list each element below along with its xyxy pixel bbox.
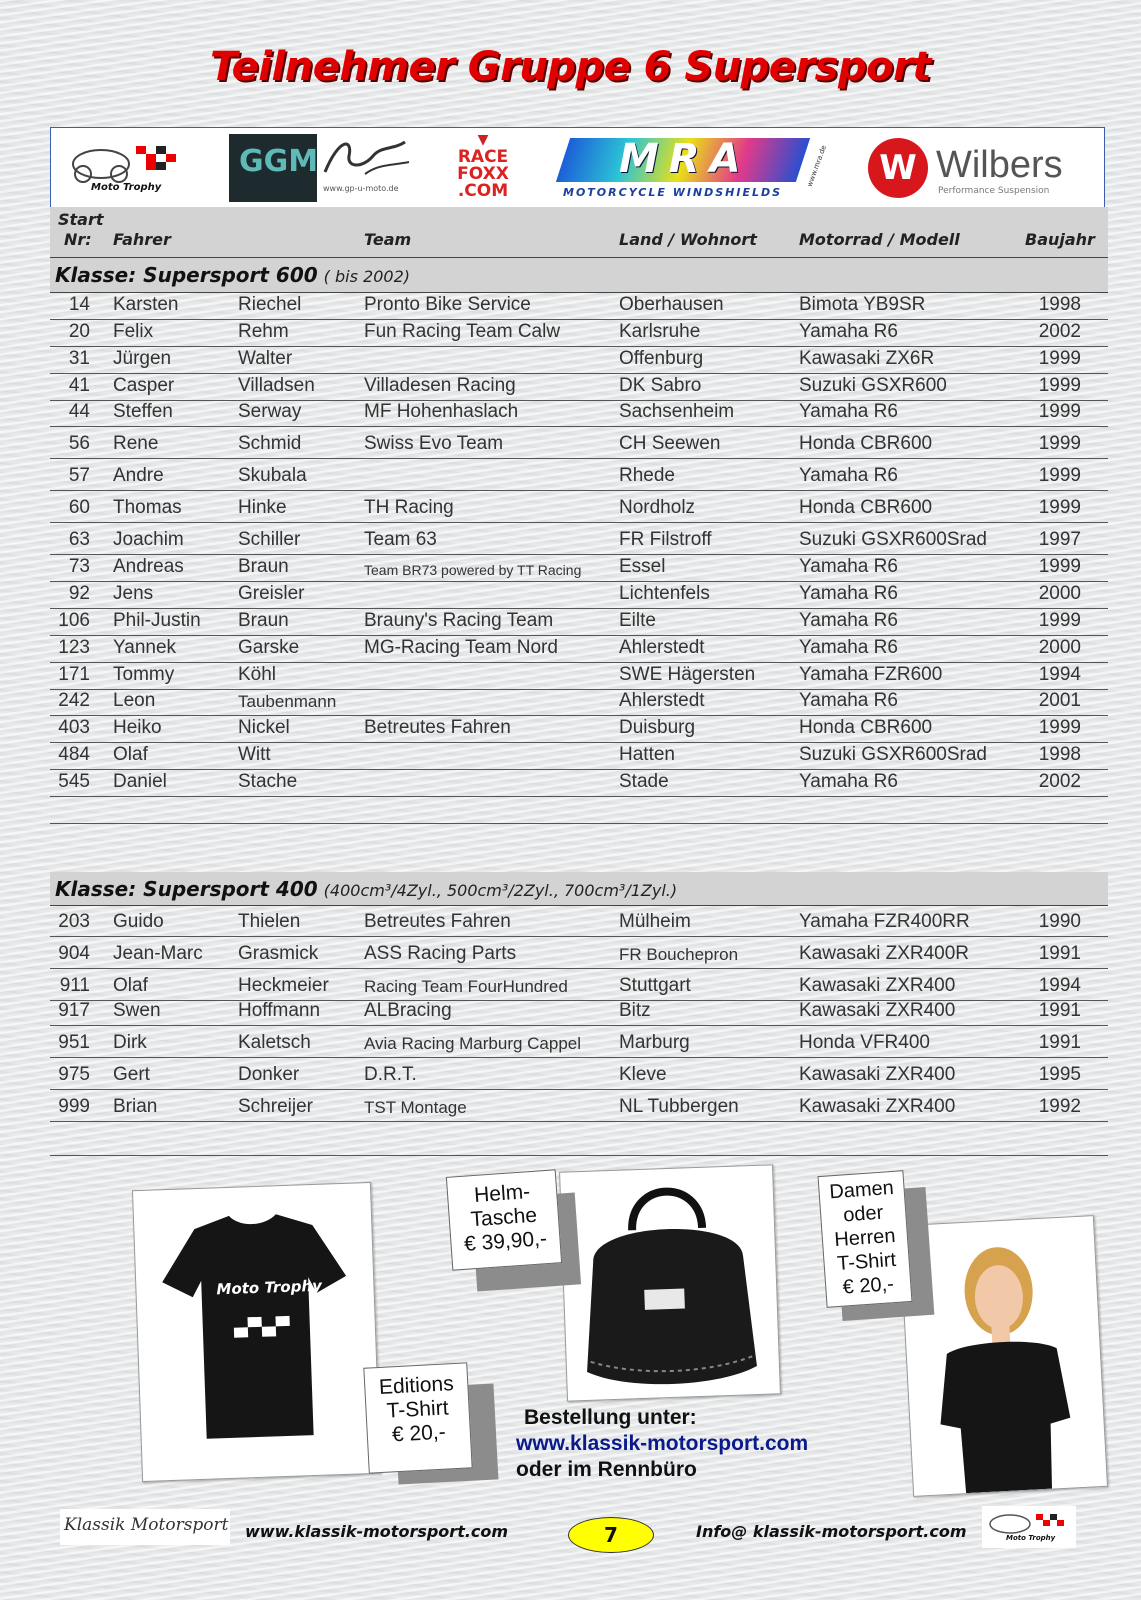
team-name: Betreutes Fahren	[364, 911, 511, 932]
order-line1: Bestellung unter:	[524, 1406, 697, 1429]
team-name: Pronto Bike Service	[364, 294, 531, 315]
rider-last-name: Rehm	[238, 321, 289, 342]
build-year: 2000	[1038, 583, 1081, 604]
country-city: Ahlerstedt	[619, 637, 705, 658]
model-tshirt-image	[900, 1216, 1107, 1496]
team-name: Avia Racing Marburg Cappel	[364, 1034, 582, 1053]
rider-last-name: Hinke	[238, 497, 287, 518]
build-year: 1994	[1038, 975, 1081, 996]
table-row	[50, 426, 1108, 459]
rider-last-name: Braun	[238, 610, 289, 631]
table-row	[50, 581, 1108, 609]
build-year: 1995	[1038, 1064, 1081, 1085]
bike-model: Yamaha R6	[799, 637, 898, 658]
rider-last-name: Villadsen	[238, 375, 315, 396]
bike-model: Kawasaki ZXR400	[799, 1096, 956, 1117]
header-land: Land / Wohnort	[619, 230, 757, 249]
team-name: ASS Racing Parts	[364, 943, 517, 964]
country-city: Nordholz	[619, 497, 696, 518]
build-year: 1990	[1038, 911, 1081, 932]
wilbers-w-icon: W	[868, 138, 928, 198]
rider-last-name: Braun	[238, 556, 289, 577]
helm-tag-line1: Helm-	[473, 1180, 531, 1207]
rider-first-name: Thomas	[113, 497, 182, 518]
build-year: 2002	[1038, 771, 1081, 792]
damen-tag-line2: oder	[842, 1201, 884, 1227]
bike-model: Kawasaki ZXR400	[799, 1064, 956, 1085]
rider-last-name: Donker	[238, 1064, 300, 1085]
rider-last-name: Witt	[238, 744, 271, 765]
rider-first-name: Karsten	[113, 294, 179, 315]
class1-sub: ( bis 2002)	[323, 267, 410, 286]
country-city: Hatten	[619, 744, 675, 765]
rider-first-name: Heiko	[113, 717, 162, 738]
damen-tag-line4: T-Shirt	[836, 1248, 897, 1275]
page-title: Teilnehmer Gruppe 6 Supersport	[210, 44, 931, 90]
racefoxx-line3: .COM	[457, 181, 509, 201]
bike-model: Kawasaki ZXR400	[799, 1000, 956, 1021]
team-name: Racing Team FourHundred	[364, 977, 568, 996]
class-bar-supersport-400	[50, 872, 1108, 906]
rider-first-name: Felix	[113, 321, 154, 342]
table-row	[50, 715, 1108, 743]
start-number: 911	[59, 975, 90, 996]
bike-model: Yamaha R6	[799, 610, 898, 631]
racefoxx-line2: FOXX	[457, 164, 509, 184]
class1-label: Klasse: Supersport 600	[55, 263, 318, 287]
table-row	[50, 689, 1108, 716]
helmet-bag-photo	[559, 1164, 781, 1401]
start-number: 545	[58, 771, 90, 792]
order-line3: oder im Rennbüro	[516, 1458, 697, 1481]
rider-first-name: Jean-Marc	[113, 943, 203, 964]
rider-last-name: Kaletsch	[238, 1032, 311, 1053]
build-year: 1999	[1038, 465, 1081, 486]
start-number: 60	[68, 497, 90, 518]
table-row	[50, 400, 1108, 427]
rider-last-name: Skubala	[238, 465, 307, 486]
table-row	[50, 905, 1108, 937]
bike-model: Honda VFR400	[799, 1032, 930, 1053]
build-year: 1999	[1038, 717, 1081, 738]
header-start: Start	[58, 210, 104, 229]
build-year: 1999	[1038, 610, 1081, 631]
build-year: 1997	[1038, 529, 1081, 550]
rider-last-name: Köhl	[238, 664, 277, 685]
table-row	[50, 1000, 1108, 1026]
table-row	[50, 373, 1108, 401]
country-city: Karlsruhe	[619, 321, 701, 342]
rider-first-name: Guido	[113, 911, 164, 932]
tshirt-print-text: Moto Trophy	[216, 1276, 323, 1299]
rider-first-name: Steffen	[113, 401, 173, 422]
start-number: 73	[68, 556, 90, 577]
table-row	[50, 1089, 1108, 1122]
table-row	[50, 635, 1108, 663]
rider-last-name: Serway	[238, 401, 302, 422]
country-city: FR Bouchepron	[619, 945, 739, 964]
table-row	[50, 458, 1108, 491]
country-city: Offenburg	[619, 348, 704, 369]
country-city: SWE Hägersten	[619, 664, 756, 685]
empty-row	[50, 797, 1108, 824]
table-row	[50, 1057, 1108, 1090]
rider-first-name: Casper	[113, 375, 175, 396]
damen-tshirt-tag	[818, 1170, 913, 1308]
team-name: MF Hohenhaslach	[364, 401, 519, 422]
build-year: 2000	[1038, 637, 1081, 658]
mra-url-text: www.mra.de	[805, 144, 829, 188]
editions-tshirt-tag	[363, 1362, 472, 1473]
build-year: 1999	[1038, 348, 1081, 369]
team-name: Fun Racing Team Calw	[364, 321, 561, 342]
country-city: FR Filstroff	[619, 529, 712, 550]
team-name: D.R.T.	[364, 1064, 417, 1085]
team-name: MG-Racing Team Nord	[364, 637, 558, 658]
table-row	[50, 1025, 1108, 1058]
start-number: 41	[68, 375, 90, 396]
rider-first-name: Daniel	[113, 771, 167, 792]
bike-model: Yamaha R6	[799, 321, 898, 342]
rider-last-name: Schiller	[238, 529, 301, 550]
team-name: TST Montage	[364, 1098, 467, 1117]
helm-tag-line3: € 39,90,-	[463, 1227, 548, 1256]
rider-last-name: Grasmick	[238, 943, 319, 964]
build-year: 1999	[1038, 375, 1081, 396]
table-row	[50, 769, 1108, 797]
ggm-logo-text: GGM	[239, 144, 319, 179]
start-number: 20	[68, 321, 90, 342]
country-city: Mülheim	[619, 911, 691, 932]
bike-model: Yamaha R6	[799, 583, 898, 604]
helmet-bag-image	[560, 1165, 780, 1400]
racefoxx-line1: RACE	[457, 147, 509, 167]
build-year: 1991	[1038, 943, 1081, 964]
rider-first-name: Gert	[113, 1064, 150, 1085]
start-number: 975	[58, 1064, 90, 1085]
start-number: 904	[58, 943, 90, 964]
build-year: 1994	[1038, 664, 1081, 685]
editions-tag-line2: T-Shirt	[386, 1396, 450, 1423]
country-city: Kleve	[619, 1064, 667, 1085]
rider-first-name: Leon	[113, 690, 156, 711]
country-city: Marburg	[619, 1032, 690, 1053]
rider-last-name: Heckmeier	[238, 975, 329, 996]
bike-model: Suzuki GSXR600Srad	[799, 744, 987, 765]
header-team: Team	[364, 230, 412, 249]
start-number: 403	[58, 717, 90, 738]
tshirt-image	[133, 1183, 380, 1481]
bike-model: Honda CBR600	[799, 433, 933, 454]
build-year: 2002	[1038, 321, 1081, 342]
rider-last-name: Taubenmann	[238, 692, 337, 711]
table-row	[50, 662, 1108, 690]
class-bar-supersport-600	[50, 258, 1108, 293]
wilbers-logo	[866, 134, 1066, 202]
rider-last-name: Schmid	[238, 433, 302, 454]
start-number: 44	[68, 401, 90, 422]
table-row	[50, 554, 1108, 582]
bike-model: Honda CBR600	[799, 497, 933, 518]
sponsor-banner	[50, 127, 1105, 209]
rider-first-name: Phil-Justin	[113, 610, 201, 631]
country-city: Eilte	[619, 610, 656, 631]
moto-trophy-logo-text: Moto Trophy	[91, 182, 162, 193]
helm-bag-tag	[446, 1169, 562, 1270]
klassik-motorsport-logo	[60, 1509, 230, 1545]
country-city: Essel	[619, 556, 666, 577]
rider-first-name: Jürgen	[113, 348, 172, 369]
table-row	[50, 319, 1108, 347]
rider-first-name: Tommy	[113, 664, 175, 685]
rider-last-name: Nickel	[238, 717, 290, 738]
start-number: 917	[58, 1000, 90, 1021]
bike-model: Yamaha FZR600	[799, 664, 943, 685]
rider-first-name: Swen	[113, 1000, 161, 1021]
build-year: 1999	[1038, 433, 1081, 454]
team-name: ALBracing	[364, 1000, 452, 1021]
bike-model: Bimota YB9SR	[799, 294, 926, 315]
rider-first-name: Joachim	[113, 529, 184, 550]
class-title-400	[55, 877, 677, 901]
country-city: NL Tubbergen	[619, 1096, 739, 1117]
damen-tag-line3: Herren	[833, 1224, 897, 1252]
country-city: CH Seewen	[619, 433, 721, 454]
start-number: 92	[68, 583, 90, 604]
editions-tshirt-photo	[132, 1182, 381, 1482]
country-city: Sachsenheim	[619, 401, 735, 422]
bike-model: Yamaha R6	[799, 690, 898, 711]
bike-model: Yamaha R6	[799, 465, 898, 486]
start-number: 171	[58, 664, 90, 685]
table-header	[50, 207, 1108, 258]
rider-last-name: Walter	[238, 348, 293, 369]
table-row	[50, 608, 1108, 636]
mra-logo	[559, 134, 831, 202]
rider-first-name: Rene	[113, 433, 159, 454]
team-name: Villadesen Racing	[364, 375, 516, 396]
footer-right-logo-text: Moto Trophy	[1006, 1534, 1056, 1542]
rider-last-name: Hoffmann	[238, 1000, 321, 1021]
gp-u-moto-logo	[319, 134, 415, 202]
header-baujahr: Baujahr	[1025, 230, 1095, 249]
build-year: 1991	[1038, 1000, 1081, 1021]
build-year: 1999	[1038, 497, 1081, 518]
rider-first-name: Olaf	[113, 975, 148, 996]
table-row	[50, 936, 1108, 969]
country-city: Oberhausen	[619, 294, 724, 315]
bike-model: Suzuki GSXR600Srad	[799, 529, 987, 550]
start-number: 63	[68, 529, 90, 550]
rider-first-name: Yannek	[113, 637, 177, 658]
footer-email[interactable]: Info@ klassik-motorsport.com	[696, 1522, 967, 1541]
bike-model: Yamaha R6	[799, 771, 898, 792]
moto-trophy-logo	[61, 134, 191, 202]
country-city: Stade	[619, 771, 669, 792]
rider-last-name: Greisler	[238, 583, 305, 604]
header-motorrad: Motorrad / Modell	[799, 230, 960, 249]
build-year: 1999	[1038, 556, 1081, 577]
start-number: 123	[58, 637, 90, 658]
wilbers-sub-text: Performance Suspension	[938, 186, 1050, 196]
country-city: Duisburg	[619, 717, 696, 738]
rider-last-name: Stache	[238, 771, 298, 792]
bike-model: Honda CBR600	[799, 717, 933, 738]
editions-tag-line3: € 20,-	[391, 1420, 447, 1447]
bike-model: Yamaha FZR400RR	[799, 911, 970, 932]
country-city: Bitz	[619, 1000, 651, 1021]
bike-model: Kawasaki ZX6R	[799, 348, 935, 369]
bike-model: Kawasaki ZXR400	[799, 975, 956, 996]
rider-first-name: Dirk	[113, 1032, 147, 1053]
build-year: 1999	[1038, 401, 1081, 422]
header-nr: Nr:	[64, 230, 92, 249]
rider-first-name: Brian	[113, 1096, 158, 1117]
table-row	[50, 968, 1108, 1001]
class-title-600	[55, 263, 410, 287]
wilbers-logo-text: Wilbers	[936, 144, 1063, 186]
class2-sub: (400cm³/4Zyl., 500cm³/2Zyl., 700cm³/1Zyl.)	[323, 881, 678, 900]
team-name: Swiss Evo Team	[364, 433, 504, 454]
start-number: 56	[68, 433, 90, 454]
footer-logo-text: Klassik Motorsport	[64, 1515, 229, 1535]
start-number: 57	[68, 465, 90, 486]
table-row	[50, 742, 1108, 770]
table-row	[50, 490, 1108, 523]
bike-model: Kawasaki ZXR400R	[799, 943, 970, 964]
start-number: 106	[58, 610, 90, 631]
rider-last-name: Schreijer	[238, 1096, 313, 1117]
ggm-logo	[229, 134, 317, 202]
build-year: 1998	[1038, 294, 1081, 315]
team-name: TH Racing	[364, 497, 454, 518]
order-link[interactable]: www.klassik-motorsport.com	[516, 1432, 809, 1455]
helm-tag-line2: Tasche	[469, 1203, 538, 1232]
bike-model: Suzuki GSXR600	[799, 375, 947, 396]
build-year: 1992	[1038, 1096, 1081, 1117]
racefoxx-logo	[443, 132, 523, 200]
team-name: Team BR73 powered by TT Racing	[364, 562, 582, 578]
start-number: 203	[58, 911, 90, 932]
build-year: 1998	[1038, 744, 1081, 765]
start-number: 242	[58, 690, 90, 711]
country-city: Ahlerstedt	[619, 690, 705, 711]
team-name: Betreutes Fahren	[364, 717, 511, 738]
moto-trophy-footer-logo	[982, 1506, 1076, 1548]
team-name: Team 63	[364, 529, 437, 550]
mra-sub-text: MOTORCYCLE WINDSHIELDS	[563, 186, 783, 199]
table-row	[50, 346, 1108, 374]
order-info	[516, 1405, 808, 1483]
damen-tag-line1: Damen	[828, 1176, 895, 1204]
country-city: Rhede	[619, 465, 675, 486]
start-number: 31	[68, 348, 90, 369]
rider-last-name: Garske	[238, 637, 300, 658]
table-row	[50, 522, 1108, 555]
editions-tag-line1: Editions	[378, 1372, 455, 1399]
rider-first-name: Andre	[113, 465, 164, 486]
rider-last-name: Riechel	[238, 294, 302, 315]
header-fahrer: Fahrer	[113, 230, 171, 249]
gp-url-text: www.gp-u-moto.de	[323, 184, 399, 193]
rider-first-name: Jens	[113, 583, 154, 604]
start-number: 484	[58, 744, 90, 765]
bike-model: Yamaha R6	[799, 401, 898, 422]
mra-logo-text: MRA	[619, 136, 751, 182]
build-year: 1991	[1038, 1032, 1081, 1053]
build-year: 2001	[1038, 690, 1081, 711]
team-name: Brauny's Racing Team	[364, 610, 554, 631]
start-number: 999	[58, 1096, 90, 1117]
country-city: DK Sabro	[619, 375, 702, 396]
class2-label: Klasse: Supersport 400	[55, 877, 318, 901]
footer-website[interactable]: www.klassik-motorsport.com	[245, 1522, 509, 1541]
rider-first-name: Andreas	[113, 556, 184, 577]
country-city: Lichtenfels	[619, 583, 710, 604]
fox-icon: ▼	[477, 132, 489, 148]
start-number: 951	[58, 1032, 90, 1053]
damen-tag-line5: € 20,-	[841, 1273, 895, 1299]
rider-last-name: Thielen	[238, 911, 301, 932]
page-number: 7	[568, 1517, 654, 1553]
start-number: 14	[68, 294, 90, 315]
rider-first-name: Olaf	[113, 744, 148, 765]
empty-row	[50, 1125, 1108, 1156]
table-row	[50, 292, 1108, 320]
country-city: Stuttgart	[619, 975, 691, 996]
bike-model: Yamaha R6	[799, 556, 898, 577]
